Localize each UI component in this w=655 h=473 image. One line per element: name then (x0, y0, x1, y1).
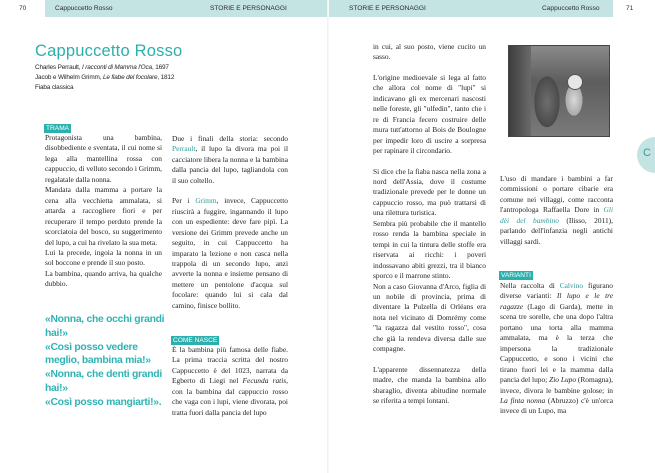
author-link: Grimm (195, 196, 217, 206)
paragraph: Protagonista una bambina, disobbediente e sventata, il cui nome si lega alla mantellina rossa con cappuccio, di velluto secondo i Grimm, regalatale dalla nonna. (45, 133, 162, 184)
section-title-right: STORIE E PERSONAGGI (349, 5, 426, 12)
come-nasce-text (172, 345, 288, 418)
text: Nella raccolta di (500, 281, 560, 290)
source-line-2 (35, 74, 174, 81)
text: (Abruzzo) c'è un'orca invece di un Lupo, ma (500, 395, 613, 416)
work-title: La finta nonna (500, 395, 546, 405)
text: , il lupo la divora ma poi il cacciatore libera la nonna e la bambina dalla pancia del lupo, tagliandola con il suo coltello. (172, 144, 288, 185)
text: Per i (172, 196, 196, 206)
paragraph (500, 174, 613, 247)
tree-shape (509, 46, 531, 136)
paragraph: Lui la precede, ingoia la nonna in un sol boccone e prende il suo posto. (45, 247, 162, 268)
alphabet-thumb-tab[interactable] (637, 137, 655, 173)
text: (Ilisso, 2011), parlando dell'infanzia negli antichi villaggi sardi. (500, 215, 613, 246)
running-header-left (45, 0, 327, 17)
author-link: Perrault (172, 144, 196, 154)
paragraph (172, 196, 288, 311)
paragraph: La bambina, quando arriva, ha qualche dubbio. (45, 268, 162, 289)
running-title-right: Cappuccetto Rosso (542, 5, 600, 12)
quote-line: «Nonna, che denti grandi hai!» (45, 369, 162, 394)
source-work: Le fiabe del focolare (102, 74, 158, 81)
source-year: , 1697 (151, 64, 169, 71)
paragraph: in cui, al suo posto, viene cucito un sasso. (373, 42, 486, 62)
girl-hood-shape (567, 74, 583, 90)
page-number-right: 71 (626, 5, 634, 12)
varianti-text (500, 281, 613, 417)
source-work: I racconti di Mamma l'Oca (82, 64, 152, 71)
work-title: Gli dèi del bambino (500, 205, 613, 225)
paragraph: L'apparente dissennatezza della madre, che manda la bambina allo sbaraglio, diventa abitudine normale se riferita a tempi lontani. (373, 364, 486, 406)
quote-line: «Così posso mangiarti!». (45, 396, 162, 408)
work-title: Il lupo e le tre ragazze (500, 291, 614, 311)
text: Due i finali della storia: secondo (172, 134, 288, 143)
paragraph (172, 345, 288, 418)
running-title-left: Cappuccetto Rosso (55, 5, 113, 12)
quote-line: «Nonna, che occhi grandi hai!» (45, 314, 165, 339)
section-tag-come-nasce: COME NASCE (173, 337, 218, 344)
source-author: Jacob e Wilhelm Grimm, (35, 74, 103, 81)
tab-letter: C (643, 147, 651, 159)
running-header-right (329, 0, 613, 17)
text: figurano diverse varianti: (500, 281, 613, 301)
paragraph (500, 281, 613, 417)
article-title: Cappuccetto Rosso (35, 42, 183, 60)
genre-label: Fiaba classica (35, 84, 74, 91)
page-number-left: 70 (19, 5, 27, 12)
origine-text (373, 42, 486, 407)
paragraph: Si dice che la fiaba nasca nella zona a nord dell'Assia, dove il costume tradizionale prevede per le donne un cappuccio rosso, ma può trattarsi di una rilettura turistica. (373, 166, 486, 218)
illustration-image (508, 45, 610, 137)
text: , invece, Cappuccetto riuscirà a fuggire, ingannando il lupo con un espediente: deve fare pipì. La versione dei Grimm prevede anche un seguito, in cui Cappuccetto ha imparato la lezione e non casca nella trappola di un secondo lupo, anzi avverte la nonna e insieme pensano di mettere un pentolone d'acqua sul focolare: quando lui si cala dal camino, finisce bollito. (172, 196, 288, 310)
source-author: Charles Perrault, (35, 64, 83, 71)
text: L'uso di mandare i bambini a far commissioni o portare cibarie era comune nei villaggi, come racconta l'antropologa Raffaella Dore in (500, 174, 613, 215)
author-link: Calvino (559, 281, 584, 290)
paragraph: L'origine medioevale si lega al fatto che allora col nome di "lupi" si indicavano gli ex mercenari nascosti nelle foreste, gli "ulfedin", tanto che i re di Francia fecero costruire delle mura tutt'attorno al Bois de Boulogne per impedir loro di uscire a sorpresa per rapinare il circondario. (373, 72, 486, 156)
text: (Romagna), invece, divora le bambine golose; in (500, 375, 613, 395)
paragraph: Non a caso Giovanna d'Arco, figlia di un nobile di provincia, prima di diventare la Pulzella di Orléans era nota nel vicinato di Domrémy come "la ragazza dal vestito rosso", cosa che già la rendeva diversa dalle sue compagne. (373, 281, 486, 354)
text: , con la bambina dal cappuccio rosso che vaga con i lupi, viene divorata, poi tratta fuori dalla pancia del lupo (172, 376, 288, 417)
pull-quote (45, 313, 170, 410)
text: È la bambina più famosa delle fiabe. La prima traccia scritta del nostro Cappuccetto è del 1023, narrata da Egberto di Liegi nel (172, 345, 288, 386)
trama-text (45, 133, 162, 290)
paragraph: Mandata dalla mamma a portare la cena alla vecchietta ammalata, si attarda a raccogliere fiori e per recuperare il tempo perduto prende la scorciatoia del bosco, su suggerimento del lupo, a cui ha rivelato la sua meta. (45, 185, 162, 247)
page-spine (327, 0, 329, 473)
finali-text (172, 134, 288, 311)
source-year: , 1812 (157, 74, 175, 81)
section-tag-varianti: VARIANTI (501, 272, 531, 279)
section-title-left: STORIE E PERSONAGGI (210, 5, 287, 12)
uso-text (500, 174, 613, 247)
work-title: Zio Lupo (549, 375, 577, 385)
work-title: Fecunda ratis (242, 376, 287, 386)
text: (Lago di Garda), mette in scena tre sorelle, che una dopo l'altra portano una torta alla mamma ammalata, ma è la terza che impersona la tradizionale Cappuccetto, e sono i vicini che tirano fuori lei e la mamma dalla pancia del lupo; (500, 301, 613, 385)
paragraph (172, 134, 288, 186)
source-line-1 (35, 64, 169, 71)
quote-line: «Così posso vedere meglio, bambina mia!» (45, 341, 151, 367)
paragraph: Sembra più probabile che il mantello rosso renda la bambina speciale in tempi in cui la tintura delle stoffe era riservata ai ricchi: i poveri indossavano abiti grezzi, tra il bianco sporco e il marrone stinto. (373, 218, 486, 281)
section-tag-trama: TRAMA (46, 125, 70, 132)
